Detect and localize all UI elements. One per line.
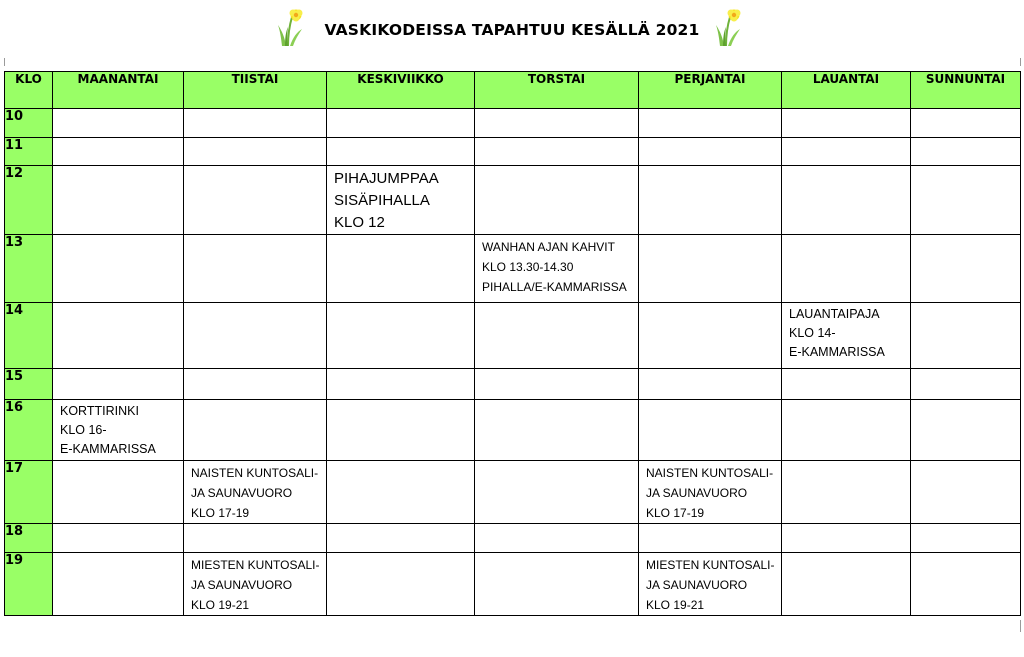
schedule-table <box>4 71 1021 616</box>
table-row <box>5 235 1021 303</box>
table-cell <box>327 553 475 616</box>
table-cell <box>911 461 1021 524</box>
table-cell <box>53 303 184 369</box>
event-cell-tuesday-19 <box>184 553 327 616</box>
column-header-saturday: LAUANTAI <box>782 72 911 109</box>
column-header-thursday: TORSTAI <box>475 72 639 109</box>
column-header-wednesday: KESKIVIIKKO <box>327 72 475 109</box>
event-line: MIESTEN KUNTOSALI- <box>646 558 775 572</box>
table-cell <box>475 553 639 616</box>
event-line: KORTTIRINKI <box>60 404 139 418</box>
table-cell <box>639 369 782 400</box>
table-cell <box>327 109 475 138</box>
table-cell <box>475 109 639 138</box>
event-line: KLO 17-19 <box>191 506 250 520</box>
event-line: SISÄPIHALLA <box>334 192 430 209</box>
page-title: VASKIKODEISSA TAPAHTUU KESÄLLÄ 2021 <box>324 21 700 39</box>
title-row <box>0 2 1024 52</box>
table-row <box>5 524 1021 553</box>
hour-cell: 18 <box>5 524 53 553</box>
hour-cell: 13 <box>5 235 53 303</box>
table-cell <box>639 109 782 138</box>
event-line: E-KAMMARISSA <box>60 442 156 456</box>
table-row <box>5 553 1021 616</box>
table-cell <box>639 166 782 235</box>
table-cell <box>911 524 1021 553</box>
event-line: PIHALLA/E-KAMMARISSA <box>482 280 627 294</box>
event-line: NAISTEN KUNTOSALI- <box>191 466 319 480</box>
table-cell <box>53 524 184 553</box>
table-cell <box>475 138 639 166</box>
table-cell <box>475 369 639 400</box>
table-cell <box>639 524 782 553</box>
event-line: KLO 17-19 <box>646 506 705 520</box>
table-cell <box>184 369 327 400</box>
page-margin-mark <box>1020 620 1021 632</box>
table-cell <box>782 138 911 166</box>
event-text <box>184 553 326 615</box>
table-cell <box>911 303 1021 369</box>
table-cell <box>911 235 1021 303</box>
event-line: JA SAUNAVUORO <box>191 486 293 500</box>
event-cell-tuesday-17 <box>184 461 327 524</box>
event-line: WANHAN AJAN KAHVIT <box>482 240 615 254</box>
hour-cell: 17 <box>5 461 53 524</box>
event-cell-wednesday-12 <box>327 166 475 235</box>
event-line: KLO 12 <box>334 214 385 231</box>
table-cell <box>184 166 327 235</box>
table-cell <box>327 400 475 461</box>
hour-cell: 10 <box>5 109 53 138</box>
hour-cell: 16 <box>5 400 53 461</box>
table-cell <box>911 369 1021 400</box>
table-cell <box>782 553 911 616</box>
daffodil-icon <box>276 7 310 47</box>
page-margin-mark <box>1020 58 1021 66</box>
column-header-hour: KLO <box>5 72 53 109</box>
event-cell-thursday-13 <box>475 235 639 303</box>
hour-cell: 15 <box>5 369 53 400</box>
table-cell <box>639 303 782 369</box>
event-text <box>184 461 326 523</box>
table-cell <box>475 400 639 461</box>
event-line: MIESTEN KUNTOSALI- <box>191 558 320 572</box>
table-cell <box>53 166 184 235</box>
table-cell <box>184 400 327 461</box>
table-row <box>5 461 1021 524</box>
table-cell <box>782 461 911 524</box>
table-cell <box>53 369 184 400</box>
table-cell <box>327 524 475 553</box>
table-cell <box>911 138 1021 166</box>
event-text <box>475 235 638 297</box>
table-cell <box>782 109 911 138</box>
table-row <box>5 166 1021 235</box>
table-cell <box>53 109 184 138</box>
table-cell <box>782 166 911 235</box>
column-header-monday: MAANANTAI <box>53 72 184 109</box>
table-cell <box>782 400 911 461</box>
table-cell <box>639 235 782 303</box>
table-row <box>5 109 1021 138</box>
page-margin-mark <box>4 58 5 66</box>
table-cell <box>639 138 782 166</box>
event-line: JA SAUNAVUORO <box>191 578 293 592</box>
hour-cell: 14 <box>5 303 53 369</box>
column-header-tuesday: TIISTAI <box>184 72 327 109</box>
table-cell <box>53 461 184 524</box>
table-row <box>5 138 1021 166</box>
table-row <box>5 400 1021 461</box>
table-cell <box>782 524 911 553</box>
column-header-sunday: SUNNUNTAI <box>911 72 1021 109</box>
event-line: KLO 14- <box>789 326 836 340</box>
table-cell <box>782 369 911 400</box>
table-cell <box>184 138 327 166</box>
event-cell-friday-17 <box>639 461 782 524</box>
table-cell <box>53 138 184 166</box>
event-text <box>782 303 910 362</box>
table-cell <box>327 303 475 369</box>
event-cell-monday-16 <box>53 400 184 461</box>
event-text <box>639 461 781 523</box>
table-row <box>5 303 1021 369</box>
event-line: PIHAJUMPPAA <box>334 170 439 187</box>
daffodil-icon <box>714 7 748 47</box>
table-cell <box>911 400 1021 461</box>
event-text <box>327 166 474 234</box>
event-line: JA SAUNAVUORO <box>646 578 748 592</box>
table-cell <box>53 553 184 616</box>
table-cell <box>184 303 327 369</box>
table-cell <box>911 553 1021 616</box>
table-cell <box>184 109 327 138</box>
event-cell-saturday-14 <box>782 303 911 369</box>
table-cell <box>327 235 475 303</box>
event-cell-friday-19 <box>639 553 782 616</box>
event-text <box>639 553 781 615</box>
event-line: LAUANTAIPAJA <box>789 307 880 321</box>
table-cell <box>475 303 639 369</box>
table-cell <box>327 138 475 166</box>
hour-cell: 19 <box>5 553 53 616</box>
event-line: KLO 13.30-14.30 <box>482 260 574 274</box>
table-cell <box>53 235 184 303</box>
table-cell <box>782 235 911 303</box>
event-line: JA SAUNAVUORO <box>646 486 748 500</box>
table-cell <box>475 461 639 524</box>
event-line: E-KAMMARISSA <box>789 345 885 359</box>
hour-cell: 11 <box>5 138 53 166</box>
event-line: KLO 16- <box>60 423 107 437</box>
table-cell <box>327 369 475 400</box>
column-header-friday: PERJANTAI <box>639 72 782 109</box>
table-cell <box>184 235 327 303</box>
table-cell <box>911 109 1021 138</box>
event-text <box>53 400 183 459</box>
table-cell <box>475 166 639 235</box>
table-cell <box>911 166 1021 235</box>
event-line: NAISTEN KUNTOSALI- <box>646 466 774 480</box>
table-cell <box>184 524 327 553</box>
header-row <box>5 72 1021 109</box>
table-cell <box>327 461 475 524</box>
table-cell <box>639 400 782 461</box>
table-cell <box>475 524 639 553</box>
hour-cell: 12 <box>5 166 53 235</box>
event-line: KLO 19-21 <box>191 598 250 612</box>
event-line: KLO 19-21 <box>646 598 705 612</box>
table-row <box>5 369 1021 400</box>
